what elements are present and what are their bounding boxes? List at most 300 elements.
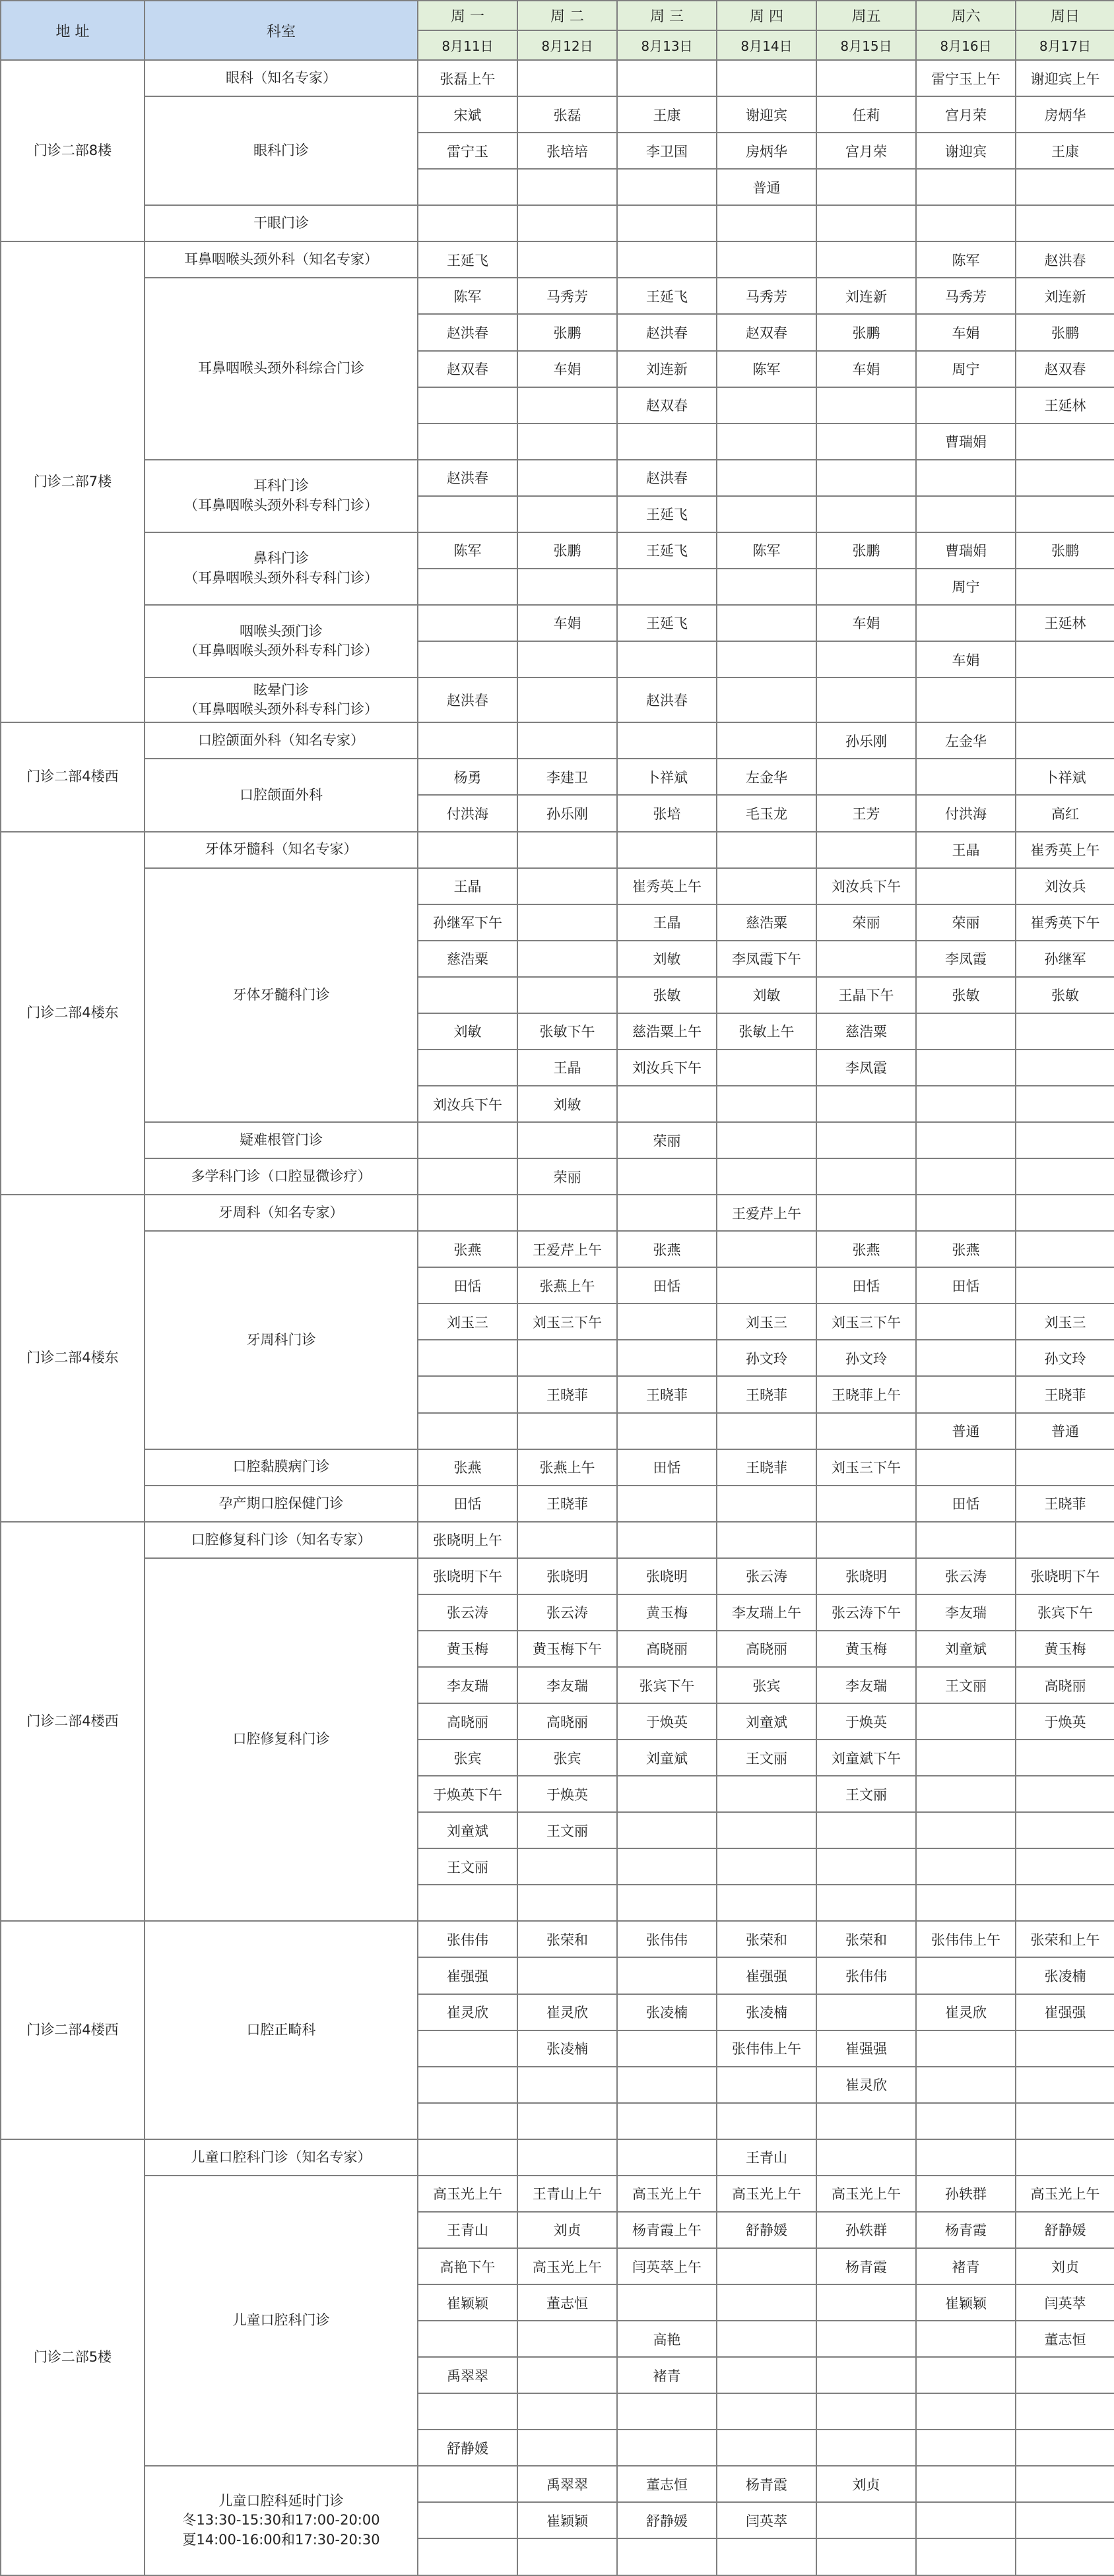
doctor-cell: 于焕英 (1016, 1703, 1114, 1740)
department-name-line: 咽喉头颈门诊 (240, 623, 323, 639)
doctor-cell (1016, 460, 1114, 496)
doctor-cell (418, 2067, 517, 2103)
doctor-cell: 董志恒 (1016, 2321, 1114, 2357)
doctor-cell: 陈军 (717, 351, 816, 387)
doctor-cell: 陈军 (717, 532, 816, 569)
doctor-cell (717, 722, 816, 759)
doctor-cell (816, 569, 916, 605)
doctor-cell: 王爱芹上午 (517, 1231, 617, 1267)
doctor-cell: 张晓明下午 (1016, 1558, 1114, 1594)
doctor-cell (1016, 1267, 1114, 1304)
department-cell (145, 1522, 418, 1558)
department-name-line: 牙体牙髓科门诊 (232, 986, 330, 1003)
location-cell: 门诊二部8楼 (1, 60, 145, 241)
doctor-cell: 马秀芳 (916, 278, 1016, 314)
date-header: 8月12日 (517, 30, 617, 60)
doctor-cell (717, 2538, 816, 2575)
doctor-cell: 董志恒 (517, 2284, 617, 2321)
doctor-cell: 张燕上午 (517, 1267, 617, 1304)
doctor-cell: 王芳 (816, 795, 916, 831)
department-name-line: 口腔颌面外科 (240, 786, 323, 803)
department-name-line: 眼科（知名专家） (226, 69, 337, 86)
doctor-cell (1016, 1449, 1114, 1486)
department-name-line: 儿童口腔科门诊 (232, 2312, 330, 2329)
doctor-cell (517, 1413, 617, 1449)
doctor-cell: 刘玉三下午 (517, 1304, 617, 1340)
doctor-cell: 张宾 (717, 1667, 816, 1703)
doctor-cell (617, 1957, 717, 1994)
doctor-cell: 李友瑞 (916, 1594, 1016, 1631)
doctor-cell (418, 496, 517, 532)
doctor-cell: 王康 (617, 96, 717, 133)
doctor-cell (617, 1812, 717, 1848)
doctor-cell (816, 2284, 916, 2321)
doctor-cell (1016, 1158, 1114, 1195)
doctor-cell (1016, 722, 1114, 759)
doctor-cell: 张荣和 (717, 1921, 816, 1957)
doctor-cell (916, 1086, 1016, 1122)
table-row (1, 241, 1114, 278)
doctor-cell: 刘敏 (517, 1086, 617, 1122)
doctor-cell: 王晓菲 (717, 1449, 816, 1486)
doctor-cell: 王文丽 (816, 1776, 916, 1812)
doctor-cell: 高玉光上午 (717, 2176, 816, 2212)
doctor-cell (916, 1703, 1016, 1740)
location-cell: 门诊二部4楼西 (1, 1921, 145, 2139)
doctor-cell: 张磊 (517, 96, 617, 133)
doctor-cell (916, 2538, 1016, 2575)
doctor-cell (1016, 424, 1114, 460)
department-cell (145, 722, 418, 759)
doctor-cell (717, 2321, 816, 2357)
department-name-line: 口腔正畸科 (246, 2021, 316, 2038)
doctor-cell (1016, 2430, 1114, 2466)
doctor-cell: 张鹏 (816, 532, 916, 569)
doctor-cell: 王晓菲 (1016, 1486, 1114, 1522)
doctor-cell: 李凤霞下午 (717, 941, 816, 977)
doctor-cell: 孙继军 (1016, 941, 1114, 977)
doctor-cell: 宋斌 (418, 96, 517, 133)
doctor-cell (617, 60, 717, 96)
department-name-line: 耳鼻咽喉头颈外科综合门诊 (198, 360, 364, 377)
doctor-cell (517, 387, 617, 424)
doctor-cell: 刘敏 (617, 941, 717, 977)
department-cell (145, 605, 418, 677)
doctor-cell: 慈浩粟 (418, 941, 517, 977)
doctor-cell: 崔秀英下午 (1016, 904, 1114, 941)
doctor-cell (617, 1340, 717, 1376)
doctor-cell (916, 460, 1016, 496)
doctor-cell (517, 496, 617, 532)
doctor-cell: 赵洪春 (617, 460, 717, 496)
doctor-cell (717, 241, 816, 278)
doctor-cell (617, 2067, 717, 2103)
doctor-cell: 张燕 (617, 1231, 717, 1267)
doctor-cell: 张伟伟 (816, 1957, 916, 1994)
doctor-cell: 高艳 (617, 2321, 717, 2357)
doctor-cell (816, 641, 916, 677)
doctor-cell: 高玉光上午 (1016, 2176, 1114, 2212)
doctor-cell (517, 832, 617, 868)
doctor-cell: 褚青 (916, 2248, 1016, 2284)
doctor-cell: 孙文玲 (717, 1340, 816, 1376)
doctor-cell: 慈浩粟 (816, 1013, 916, 1050)
doctor-cell (1016, 569, 1114, 605)
doctor-cell (916, 1304, 1016, 1340)
doctor-cell: 左金华 (916, 722, 1016, 759)
department-name-line: （耳鼻咽喉头颈外科专科门诊） (184, 497, 378, 513)
doctor-cell: 张凌楠 (517, 2030, 617, 2067)
doctor-cell (916, 1776, 1016, 1812)
doctor-cell (617, 722, 717, 759)
doctor-cell: 车娟 (916, 641, 1016, 677)
doctor-cell (816, 759, 916, 795)
doctor-cell: 谢迎宾上午 (1016, 60, 1114, 96)
doctor-cell (717, 2103, 816, 2139)
doctor-cell: 张燕 (418, 1449, 517, 1486)
doctor-cell (816, 496, 916, 532)
doctor-cell (1016, 1050, 1114, 1086)
doctor-cell: 杨青霞 (916, 2212, 1016, 2248)
table-row (1, 1231, 1114, 1267)
doctor-cell: 崔灵欣 (916, 1994, 1016, 2030)
doctor-cell: 张燕 (916, 1231, 1016, 1267)
doctor-cell (1016, 2466, 1114, 2502)
doctor-cell: 李友瑞上午 (717, 1594, 816, 1631)
doctor-cell (1016, 2357, 1114, 2393)
department-name-line: 口腔修复科门诊 (232, 1731, 330, 1747)
doctor-cell: 高玉光上午 (617, 2176, 717, 2212)
doctor-cell: 李凤霞 (916, 941, 1016, 977)
doctor-cell (816, 2538, 916, 2575)
doctor-cell: 张伟伟上午 (717, 2030, 816, 2067)
doctor-cell: 王延飞 (617, 496, 717, 532)
doctor-cell: 曹瑞娟 (916, 424, 1016, 460)
department-name-line: 冬13:30-15:30和17:00-20:00 (182, 2512, 380, 2529)
doctor-cell: 高晓丽 (717, 1631, 816, 1667)
table-row (1, 96, 1114, 133)
department-cell (145, 1449, 418, 1486)
department-name-line: 儿童口腔科门诊（知名专家） (191, 2149, 372, 2165)
doctor-cell: 王晓菲 (717, 1376, 816, 1412)
department-cell (145, 868, 418, 1122)
doctor-cell (916, 1740, 1016, 1776)
doctor-cell: 张云涛 (418, 1594, 517, 1631)
department-name-line: 口腔黏膜病门诊 (232, 1459, 330, 1475)
table-row (1, 677, 1114, 722)
doctor-cell: 孙乐刚 (816, 722, 916, 759)
table-row (1, 1522, 1114, 1558)
doctor-cell (717, 2248, 816, 2284)
weekday-header: 周 三 (617, 1, 717, 30)
doctor-cell: 高晓丽 (1016, 1667, 1114, 1703)
table-header (1, 1, 1114, 60)
department-name-line: 耳科门诊 (253, 478, 309, 494)
doctor-cell: 张晓明下午 (418, 1558, 517, 1594)
doctor-cell (916, 1195, 1016, 1231)
doctor-cell (916, 1957, 1016, 1994)
doctor-cell: 曹瑞娟 (916, 532, 1016, 569)
doctor-cell (517, 2357, 617, 2393)
doctor-cell: 闫英萃 (717, 2502, 816, 2538)
doctor-cell: 张鹏 (1016, 532, 1114, 569)
doctor-cell (1016, 1812, 1114, 1848)
table-row (1, 1558, 1114, 1594)
department-cell (145, 278, 418, 459)
header-row-weekdays (1, 1, 1114, 30)
doctor-cell: 李友瑞 (816, 1667, 916, 1703)
doctor-cell (916, 2139, 1016, 2176)
doctor-cell (1016, 1522, 1114, 1558)
doctor-cell (617, 1776, 717, 1812)
doctor-cell (816, 205, 916, 241)
schedule-body (1, 60, 1114, 2575)
doctor-cell (517, 868, 617, 904)
doctor-cell (816, 1994, 916, 2030)
doctor-cell (418, 1413, 517, 1449)
doctor-cell (1016, 2502, 1114, 2538)
doctor-cell (418, 169, 517, 205)
doctor-cell: 刘童斌 (617, 1740, 717, 1776)
doctor-cell: 张燕 (816, 1231, 916, 1267)
table-row (1, 1921, 1114, 1957)
doctor-cell: 赵洪春 (418, 677, 517, 722)
doctor-cell: 黄玉梅 (1016, 1631, 1114, 1667)
table-row (1, 2176, 1114, 2212)
table-row (1, 832, 1114, 868)
doctor-cell: 张伟伟上午 (916, 1921, 1016, 1957)
doctor-cell (617, 2030, 717, 2067)
doctor-cell (617, 641, 717, 677)
doctor-cell (816, 941, 916, 977)
department-cell (145, 1158, 418, 1195)
doctor-cell (517, 677, 617, 722)
doctor-cell: 张鹏 (816, 314, 916, 350)
doctor-cell (717, 2357, 816, 2393)
location-cell: 门诊二部7楼 (1, 241, 145, 722)
date-header: 8月11日 (418, 30, 517, 60)
doctor-cell (717, 2393, 816, 2430)
table-row (1, 1449, 1114, 1486)
doctor-cell (1016, 1195, 1114, 1231)
doctor-cell (1016, 641, 1114, 677)
doctor-cell (418, 387, 517, 424)
location-header: 地 址 (1, 1, 145, 60)
doctor-cell: 刘童斌下午 (816, 1740, 916, 1776)
doctor-cell: 张鹏 (517, 314, 617, 350)
doctor-cell (418, 2502, 517, 2538)
doctor-cell: 刘汝兵下午 (418, 1086, 517, 1122)
doctor-cell: 黄玉梅 (816, 1631, 916, 1667)
doctor-cell: 车娟 (517, 605, 617, 641)
doctor-cell (916, 1050, 1016, 1086)
doctor-cell (418, 1050, 517, 1086)
doctor-cell: 车娟 (916, 314, 1016, 350)
doctor-cell: 马秀芳 (717, 278, 816, 314)
doctor-cell (517, 2103, 617, 2139)
doctor-cell (1016, 677, 1114, 722)
doctor-cell (717, 1848, 816, 1885)
doctor-cell (517, 977, 617, 1013)
doctor-cell (717, 1812, 816, 1848)
weekday-header: 周六 (916, 1, 1016, 30)
doctor-cell (418, 2466, 517, 2502)
doctor-cell: 杨青霞 (816, 2248, 916, 2284)
doctor-cell: 崔灵欣 (517, 1994, 617, 2030)
doctor-cell (418, 605, 517, 641)
doctor-cell: 卜祥斌 (617, 759, 717, 795)
department-cell (145, 205, 418, 241)
doctor-cell: 王晶 (916, 832, 1016, 868)
doctor-cell: 谢迎宾 (717, 96, 816, 133)
doctor-cell: 禹翠翠 (418, 2357, 517, 2393)
doctor-cell: 张云涛下午 (816, 1594, 916, 1631)
department-cell (145, 1558, 418, 1922)
doctor-cell: 孙文玲 (816, 1340, 916, 1376)
doctor-cell: 刘玉三 (717, 1304, 816, 1340)
doctor-cell (418, 1885, 517, 1921)
doctor-cell: 张晓明 (816, 1558, 916, 1594)
doctor-cell: 崔强强 (717, 1957, 816, 1994)
doctor-cell: 黄玉梅 (418, 1631, 517, 1667)
doctor-cell (916, 605, 1016, 641)
doctor-cell: 赵洪春 (418, 314, 517, 350)
doctor-cell: 闫英萃上午 (617, 2248, 717, 2284)
doctor-cell (816, 2357, 916, 2393)
doctor-cell (617, 569, 717, 605)
doctor-cell (1016, 1740, 1114, 1776)
department-name-line: 口腔颌面外科（知名专家） (198, 732, 364, 749)
doctor-cell (1016, 2030, 1114, 2067)
doctor-cell (517, 2538, 617, 2575)
department-cell (145, 460, 418, 532)
doctor-cell: 王延飞 (617, 605, 717, 641)
doctor-cell (816, 1885, 916, 1921)
doctor-cell: 张荣和上午 (1016, 1921, 1114, 1957)
table-row (1, 759, 1114, 795)
department-cell (145, 60, 418, 96)
doctor-cell: 崔颖颖 (418, 2284, 517, 2321)
doctor-cell (916, 2321, 1016, 2357)
doctor-cell (916, 496, 1016, 532)
doctor-cell: 张晓明 (517, 1558, 617, 1594)
doctor-cell (916, 1376, 1016, 1412)
department-name-line: 牙体牙髓科（知名专家） (205, 841, 358, 858)
weekday-header: 周五 (816, 1, 916, 30)
doctor-cell (517, 205, 617, 241)
doctor-cell: 张宾 (517, 1740, 617, 1776)
doctor-cell (617, 1413, 717, 1449)
doctor-cell (617, 1486, 717, 1522)
doctor-cell: 王文丽 (418, 1848, 517, 1885)
doctor-cell: 荣丽 (816, 904, 916, 941)
doctor-cell: 杨青霞上午 (617, 2212, 717, 2248)
doctor-cell (517, 241, 617, 278)
doctor-cell (617, 241, 717, 278)
doctor-cell: 刘汝兵下午 (617, 1050, 717, 1086)
doctor-cell: 宫月荣 (816, 133, 916, 169)
doctor-cell (916, 387, 1016, 424)
doctor-cell: 于焕英 (617, 1703, 717, 1740)
doctor-cell (517, 2321, 617, 2357)
doctor-cell: 张凌楠 (717, 1994, 816, 2030)
doctor-cell: 崔强强 (1016, 1994, 1114, 2030)
doctor-cell: 崔灵欣 (816, 2067, 916, 2103)
doctor-cell: 卜祥斌 (1016, 759, 1114, 795)
doctor-cell: 舒静媛 (1016, 2212, 1114, 2248)
doctor-cell: 左金华 (717, 759, 816, 795)
department-name-line: 牙周科（知名专家） (218, 1205, 344, 1220)
doctor-cell: 张伟伟 (418, 1921, 517, 1957)
doctor-cell: 于焕英 (816, 1703, 916, 1740)
doctor-cell: 高艳下午 (418, 2248, 517, 2284)
doctor-cell (418, 424, 517, 460)
doctor-cell: 高晓丽 (617, 1631, 717, 1667)
doctor-cell (717, 1486, 816, 1522)
doctor-cell: 赵双春 (617, 387, 717, 424)
doctor-cell (617, 424, 717, 460)
doctor-cell: 张燕上午 (517, 1449, 617, 1486)
doctor-cell: 张敏上午 (717, 1013, 816, 1050)
doctor-cell (717, 1122, 816, 1158)
doctor-cell: 荣丽 (517, 1158, 617, 1195)
doctor-cell: 李友瑞 (418, 1667, 517, 1703)
doctor-cell: 马秀芳 (517, 278, 617, 314)
doctor-cell: 付洪海 (418, 795, 517, 831)
doctor-cell (517, 2139, 617, 2176)
doctor-cell (617, 169, 717, 205)
doctor-cell: 雷宁玉上午 (916, 60, 1016, 96)
doctor-cell (418, 569, 517, 605)
doctor-cell: 崔颖颖 (517, 2502, 617, 2538)
doctor-cell (517, 424, 617, 460)
department-cell (145, 1122, 418, 1158)
doctor-cell (717, 1522, 816, 1558)
department-cell (145, 677, 418, 722)
doctor-cell (717, 424, 816, 460)
department-name-line: 干眼门诊 (253, 215, 309, 232)
doctor-cell: 荣丽 (916, 904, 1016, 941)
doctor-cell (717, 1158, 816, 1195)
doctor-cell (418, 2030, 517, 2067)
doctor-cell (418, 2321, 517, 2357)
doctor-cell: 赵双春 (1016, 351, 1114, 387)
doctor-cell: 田恬 (916, 1267, 1016, 1304)
doctor-cell: 王晶下午 (816, 977, 916, 1013)
table-row (1, 460, 1114, 496)
doctor-cell: 李卫国 (617, 133, 717, 169)
doctor-cell: 王延飞 (418, 241, 517, 278)
doctor-cell: 刘汝兵下午 (816, 868, 916, 904)
doctor-cell: 慈浩粟 (717, 904, 816, 941)
doctor-cell (617, 2284, 717, 2321)
doctor-cell (717, 1885, 816, 1921)
doctor-cell (816, 1122, 916, 1158)
department-cell (145, 2139, 418, 2176)
doctor-cell (517, 1957, 617, 1994)
doctor-cell: 赵双春 (418, 351, 517, 387)
doctor-cell: 孙轶群 (916, 2176, 1016, 2212)
doctor-cell: 王晓菲 (1016, 1376, 1114, 1412)
doctor-cell (1016, 2538, 1114, 2575)
doctor-cell: 高红 (1016, 795, 1114, 831)
doctor-cell: 刘童斌 (916, 1631, 1016, 1667)
doctor-cell: 禹翠翠 (517, 2466, 617, 2502)
table-row (1, 1486, 1114, 1522)
weekday-header: 周日 (1016, 1, 1114, 30)
doctor-cell: 车娟 (816, 351, 916, 387)
department-cell (145, 1921, 418, 2139)
